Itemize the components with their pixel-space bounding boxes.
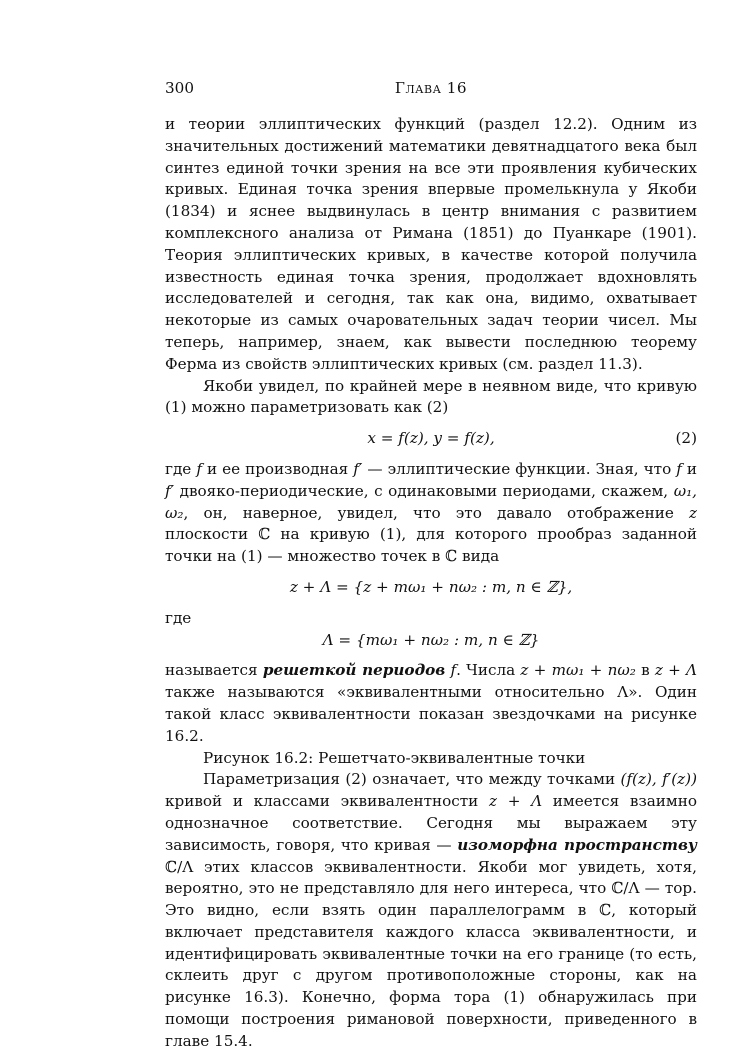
paragraph-4: называется решеткой периодов f. Числа z + mω₁ + nω₂ в z + Λ также называются «эквивалентными относительно Λ». Один такой класс эквивалентности показан звездочками на рисунке 16.2. (165, 661, 697, 745)
emphasis-period-lattice: решеткой периодов (262, 661, 446, 680)
page-header (165, 78, 697, 100)
page-number: 300 (165, 79, 194, 97)
where-label: где (165, 608, 192, 627)
paragraph-2: Якоби увидел, по крайней мере в неявном виде, что кривую (1) можно параметризовать как (2) (165, 376, 697, 417)
equation-2-number: (2) (675, 429, 697, 448)
paragraph-1: и теории эллиптических функций (раздел 12.2). Одним из значительных достижений математики девятнадцатого века был синтез единой точки зрения на все эти проявления кубических кривых. Единая точка зрения впервые промелькнула у Якоби (1834) и яснее выдвинулась в центр внимания с развитием комплексного анализа от Римана (1851) до Пуанкаре (1901). Теория эллиптических кривых, в качестве которой получила известность единая точка зрения, продолжает вдохновлять исследователей и сегодня, так как она, видимо, охватывает некоторые из самых очаровательных задач теории чисел. Мы теперь, например, знаем, как вывести последнюю теорему Ферма из свойств эллиптических кривых (см. раздел 11.3). (165, 115, 697, 373)
equation-lattice-coset: z + Λ = {z + mω₁ + nω₂ : m, n ∈ ℤ}, (289, 577, 573, 596)
running-head: Глава 16 (394, 79, 468, 97)
emphasis-isomorphic: изоморфна пространству (457, 835, 697, 854)
figure-caption: Рисунок 16.2: Решетчато-эквивалентные точки (203, 748, 586, 767)
equation-2-body: x = f(z), y = f(z), (367, 429, 495, 448)
equation-lattice: Λ = {mω₁ + nω₂ : m, n ∈ ℤ} (322, 630, 540, 649)
page (165, 78, 697, 1053)
paragraph-5: Параметризация (2) означает, что между точками (f(z), f′(z)) кривой и классами эквивалентности z + Λ имеется взаимно однозначное соответствие. Сегодня мы выражаем эту зависимость, говоря, что кривая — изоморфна пространству ℂ/Λ этих классов эквивалентности. Якоби мог увидеть, хотя, вероятно, это не представляло для него интереса, что ℂ/Λ — тор. Это видно, если взять один параллелограмм в ℂ, который включает представителя каждого класса эквивалентности, и идентифицировать эквивалентные точки на его границе (то есть, склеить друг с другом противоположные стороны, как на рисунке 16.3). Конечно, форма тора (1) обнаружилась при помощи построения римановой поверхности, приведенного в главе 15.4. (165, 770, 697, 1050)
paragraph-3: где f и ее производная f′ — эллиптические функции. Зная, что f и f′ двояко-периодические, с одинаковыми периодами, скажем, ω₁, ω₂, он, наверное, увидел, что это давало отображение z плоскости ℂ на кривую (1), для которого прообраз заданной точки на (1) — множество точек в ℂ вида (165, 459, 698, 566)
equation-2 (165, 428, 697, 450)
